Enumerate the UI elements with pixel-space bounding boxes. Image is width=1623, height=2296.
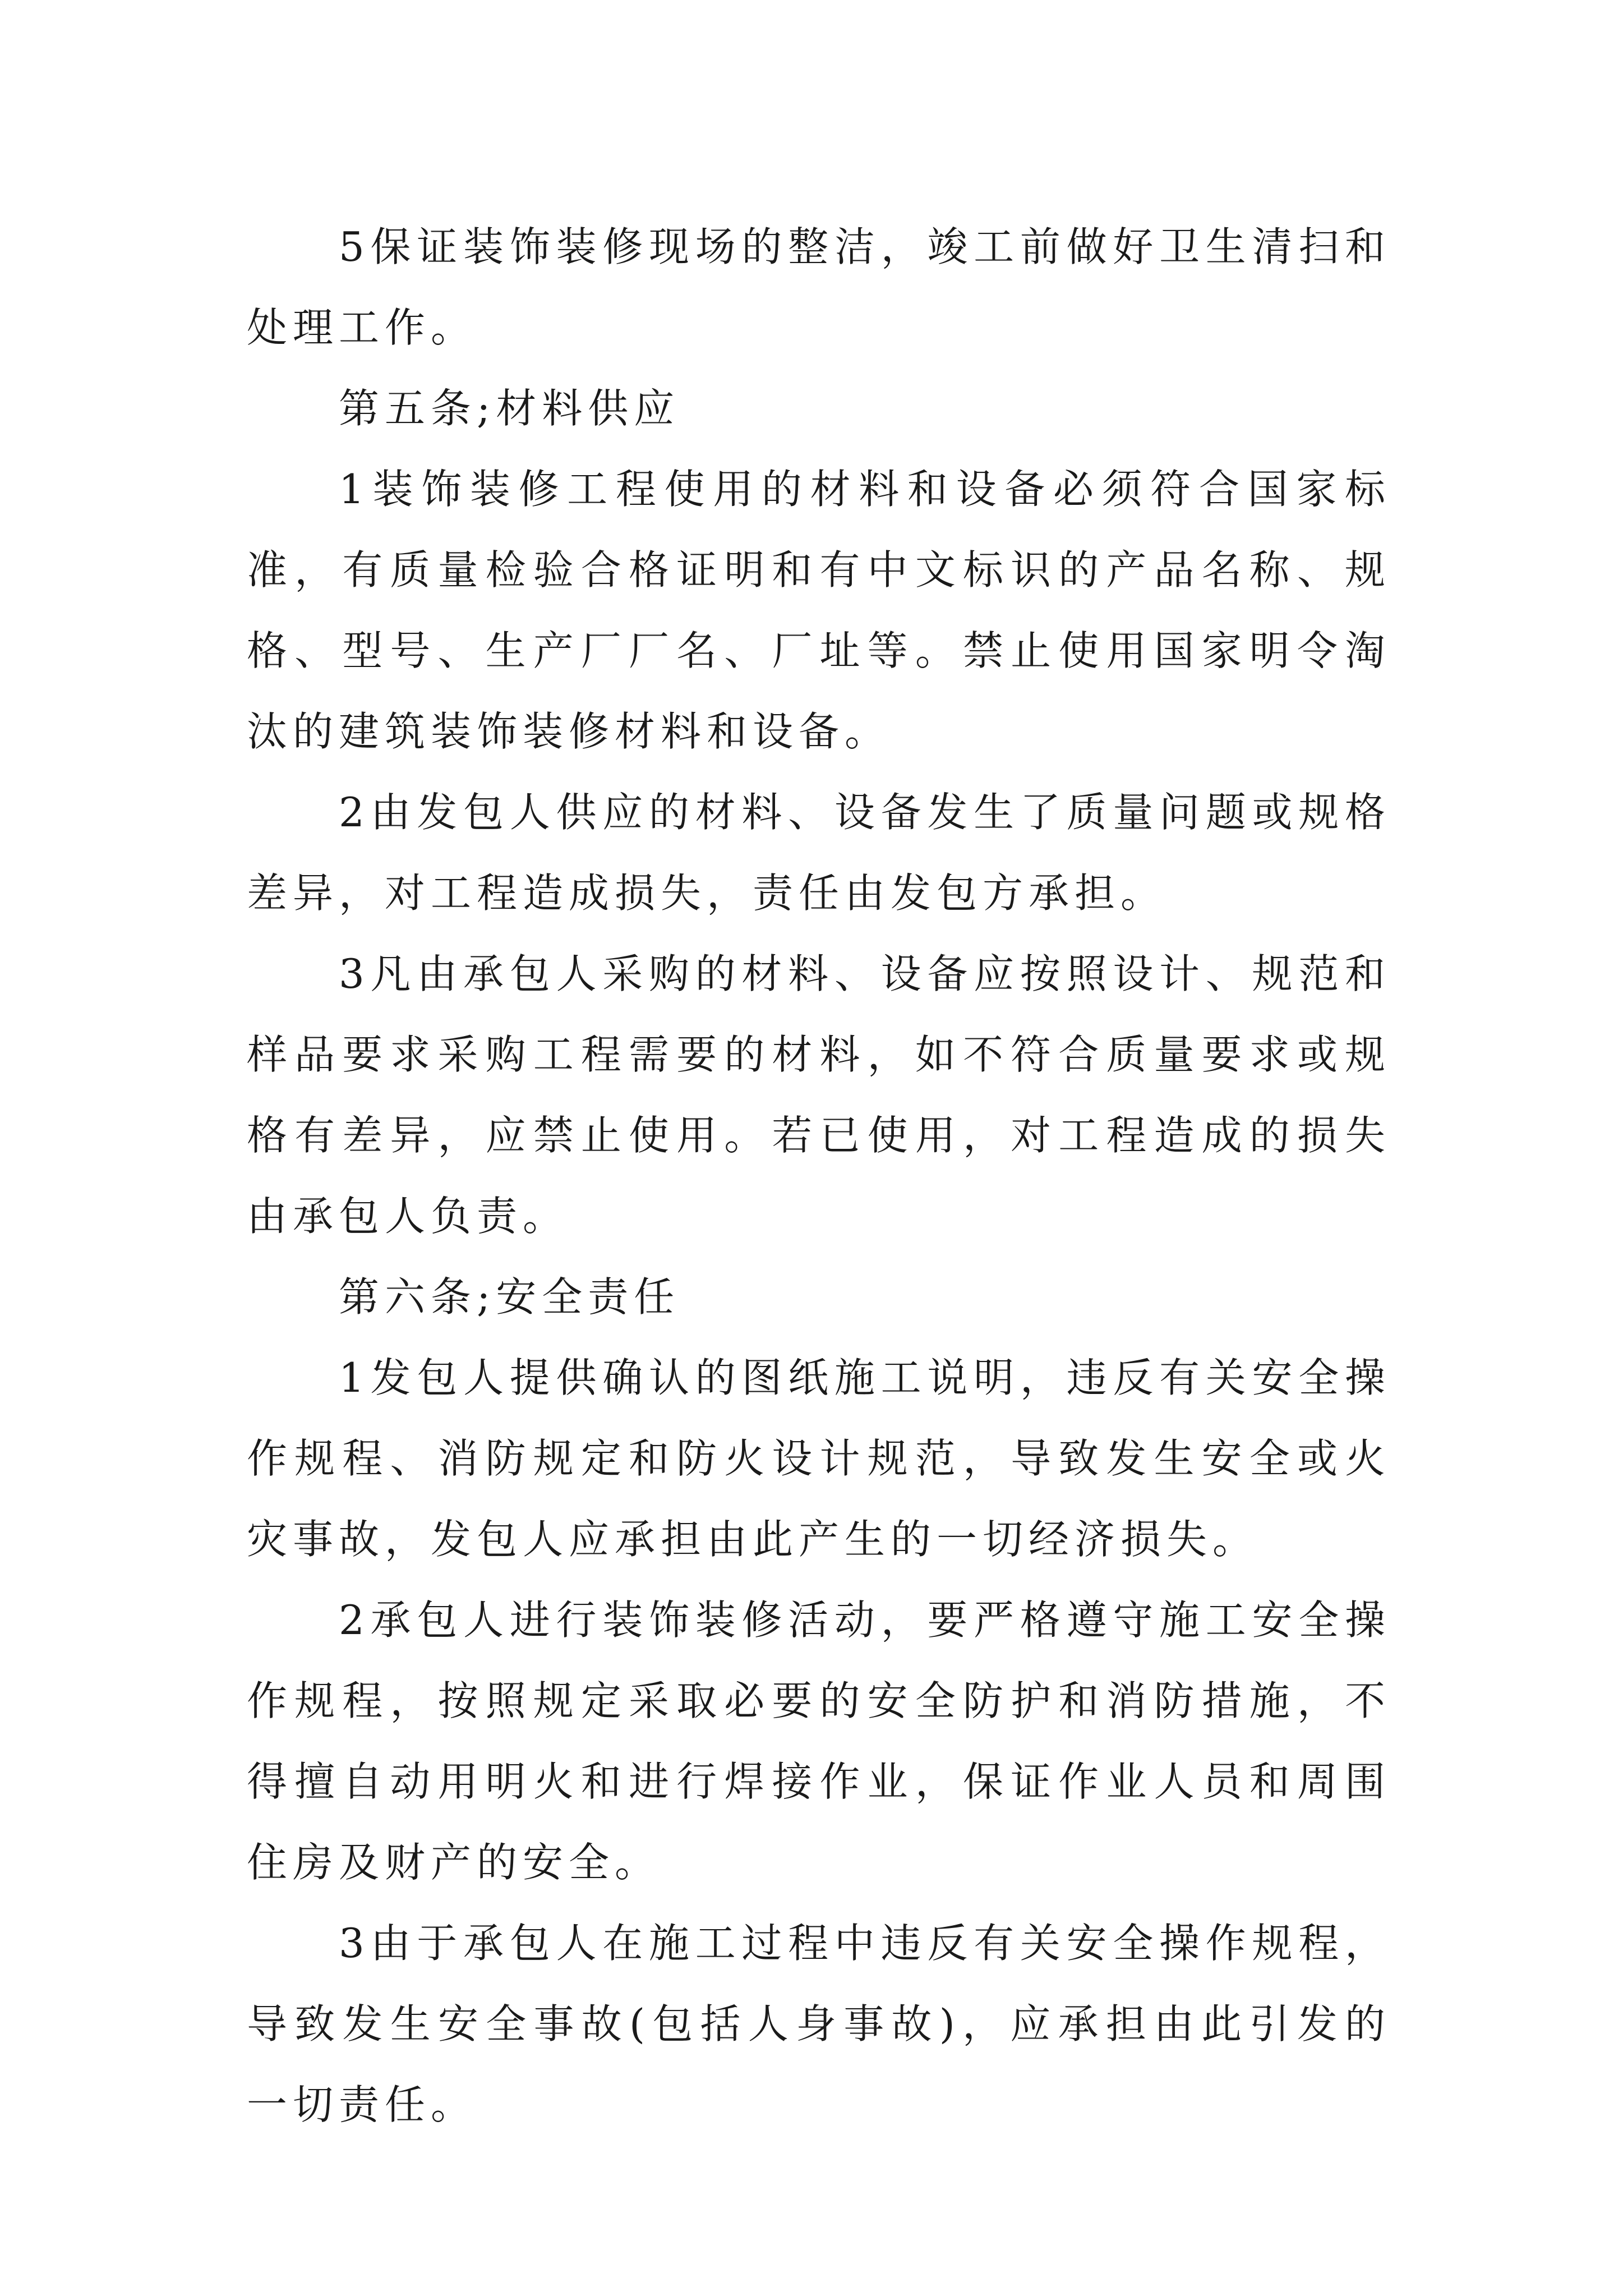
article-6-item-1: 1发包人提供确认的图纸施工说明，违反有关安全操作规程、消防规定和防火设计规范，导致发生安全或火灾事故，发包人应承担由此产生的一切经济损失。 bbox=[247, 1354, 1391, 1563]
article-6-heading: 第六条;安全责任 bbox=[339, 1273, 680, 1320]
article-5-heading: 第五条;材料供应 bbox=[339, 385, 680, 432]
article-5-item-3: 3凡由承包人采购的材料、设备应按照设计、规范和样品要求采购工程需要的材料，如不符合质量要求或规格有差异，应禁止使用。若已使用，对工程造成的损失由承包人负责。 bbox=[247, 950, 1391, 1240]
article-6-item-2: 2承包人进行装饰装修活动，要严格遵守施工安全操作规程，按照规定采取必要的安全防护和消防措施，不得擅自动用明火和进行焊接作业，保证作业人员和周围住房及财产的安全。 bbox=[247, 1596, 1391, 1886]
article-5-item-2: 2由发包人供应的材料、设备发生了质量问题或规格差异，对工程造成损失，责任由发包方承担。 bbox=[247, 789, 1391, 917]
clause-4-item-5: 5保证装饰装修现场的整洁，竣工前做好卫生清扫和处理工作。 bbox=[247, 223, 1391, 351]
article-5-item-1: 1装饰装修工程使用的材料和设备必须符合国家标准，有质量检验合格证明和有中文标识的产品名称、规格、型号、生产厂厂名、厂址等。禁止使用国家明令淘汰的建筑装饰装修材料和设备。 bbox=[247, 466, 1391, 755]
article-6-item-3: 3由于承包人在施工过程中违反有关安全操作规程，导致发生安全事故(包括人身事故)，应承担由此引发的一切责任。 bbox=[247, 1920, 1391, 2128]
document-body bbox=[247, 206, 1391, 2145]
